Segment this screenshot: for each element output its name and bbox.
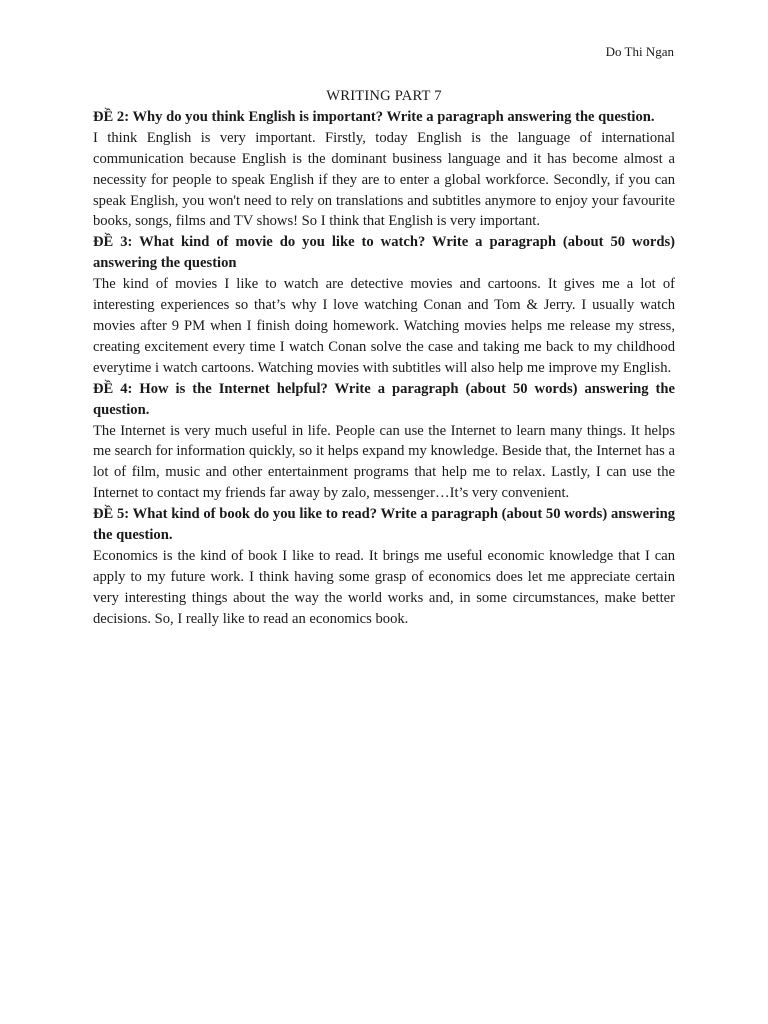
answer-de-2: I think English is very important. Firstly, today English is the language of international communication because English is the dominant business language and it has become almost a necessity for people to speak English if they are to enter a global workforce. Secondly, if you can speak English, you won't need to rely on translations and subtitles anymore to enjoy your favourite books, songs, films and TV shows! So I think that English is very important. (93, 129, 675, 230)
answer-de-5: Economics is the kind of book I like to read. It brings me useful economic knowledge that I can apply to my future work. I think having some grasp of economics does let me appreciate certain very interesting things about the way the world works and, in some circumstances, make better decisions. So, I really like to read an economics book. (93, 547, 675, 627)
question-de-4: ĐỀ 4: How is the Internet helpful? Write a paragraph (about 50 words) answering the question. (93, 380, 675, 418)
section-de-3 (93, 232, 675, 378)
section-de-4 (93, 379, 675, 504)
author-name: Do Thi Ngan (605, 44, 674, 59)
section-de-2 (93, 107, 675, 232)
answer-de-4: The Internet is very much useful in life. People can use the Internet to learn many things. It helps me search for information quickly, so it helps expand my knowledge. Beside that, the Internet has a lot of film, music and other entertainment programs that help me to relax. Lastly, I can use the Internet to contact my friends far away by zalo, messenger…It’s very convenient. (93, 422, 675, 502)
question-de-5: ĐỀ 5: What kind of book do you like to read? Write a paragraph (about 50 words) answering the question. (93, 506, 675, 544)
section-de-5 (93, 504, 675, 629)
question-de-2: ĐỀ 2: Why do you think English is important? Write a paragraph answering the question. (93, 108, 655, 125)
document-body (93, 86, 675, 630)
question-de-3: ĐỀ 3: What kind of movie do you like to watch? Write a paragraph (about 50 words) answering the question (93, 234, 675, 272)
document-title: WRITING PART 7 (326, 88, 442, 104)
answer-de-3: The kind of movies I like to watch are detective movies and cartoons. It gives me a lot of interesting experiences so that’s why I love watching Conan and Tom & Jerry. I usually watch movies after 9 PM when I finish doing homework. Watching movies helps me release my stress, creating excitement every time I watch Conan solve the case and taking me back to my childhood everytime i watch cartoons. Watching movies with subtitles will also help me improve my English. (93, 276, 675, 376)
